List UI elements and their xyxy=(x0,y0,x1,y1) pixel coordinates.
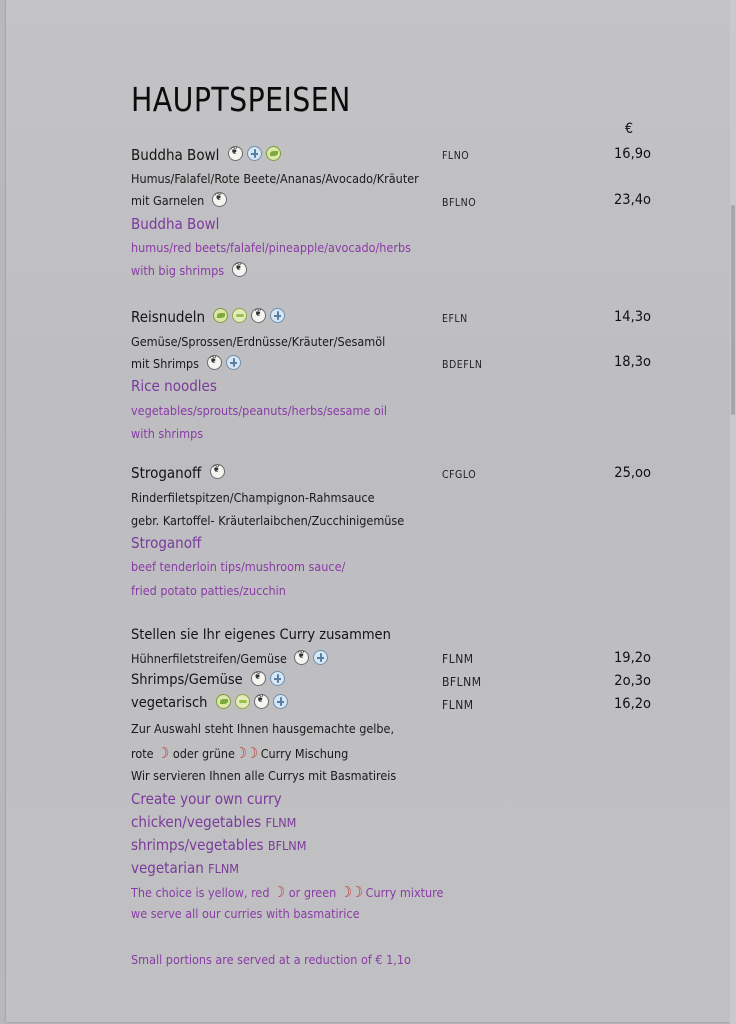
text-fragment: or green xyxy=(288,885,337,900)
dish-name: Reisnudeln xyxy=(131,308,206,326)
lactose-free-icon xyxy=(270,671,285,686)
price: 16,9o xyxy=(613,146,651,162)
dish-description: Humus/Falafel/Rote Beete/Ananas/Avocado/Kräuter xyxy=(131,171,419,186)
dish-description: gebr. Kartoffel- Kräuterlaibchen/Zucchinigemüse xyxy=(131,513,405,528)
allergen-icons xyxy=(207,355,241,370)
dish-variant xyxy=(131,193,227,209)
allergen-code: BFLNM xyxy=(267,838,307,853)
allergen-code: FLNO xyxy=(442,150,470,162)
dish-buddha-bowl xyxy=(131,146,281,164)
dish-variant xyxy=(131,356,241,372)
gluten-icon xyxy=(251,671,266,686)
text-fragment: Curry mixture xyxy=(365,885,444,900)
dish-description-en: humus/red beets/falafel/pineapple/avocado/herbs xyxy=(131,240,411,255)
lactose-free-icon xyxy=(273,694,288,709)
dish-description-en: with shrimps xyxy=(131,426,204,441)
footnote: Small portions are served at a reduction of € 1,1o xyxy=(131,952,411,967)
lactose-free-icon xyxy=(270,308,285,323)
dish-name-en: Stroganoff xyxy=(131,534,202,552)
gluten-icon xyxy=(254,694,269,709)
menu-page xyxy=(6,0,730,1022)
curry-description-en: we serve all our curries with basmatirice xyxy=(131,906,360,921)
dish-description-en: vegetables/sprouts/peanuts/herbs/sesame oil xyxy=(131,403,388,418)
allergen-code: CFGLO xyxy=(442,469,477,481)
price: 19,2o xyxy=(613,650,651,666)
allergen-code: FLNM xyxy=(442,652,474,666)
vegan-icon xyxy=(216,694,231,709)
curry-description: Wir servieren Ihnen alle Currys mit Basmatireis xyxy=(131,768,397,783)
dish-reisnudeln xyxy=(131,308,285,326)
scrollbar-thumb[interactable] xyxy=(731,205,735,415)
curry-option-chicken xyxy=(131,651,328,667)
option-label: Shrimps/Gemüse xyxy=(131,672,243,688)
allergen-code: EFLN xyxy=(442,313,468,325)
dish-description-en: fried potato patties/zucchin xyxy=(131,583,286,598)
curry-heading: Stellen sie Ihr eigenes Curry zusammen xyxy=(131,627,391,643)
price: 14,3o xyxy=(613,309,651,325)
curry-description: Zur Auswahl steht Ihnen hausgemachte gelbe, xyxy=(131,721,395,736)
dish-description: Rinderfiletspitzen/Champignon-Rahmsauce xyxy=(131,490,375,505)
gluten-icon xyxy=(251,308,266,323)
curry-description-en xyxy=(131,883,443,901)
dish-description-en xyxy=(131,263,247,279)
option-label-en: shrimps/vegetables xyxy=(131,836,264,854)
vegetarian-icon xyxy=(235,694,250,709)
allergen-icons xyxy=(216,694,288,709)
text-fragment: The choice is yellow, red xyxy=(131,885,270,900)
dish-name-en: Rice noodles xyxy=(131,377,217,395)
allergen-code: BFLNO xyxy=(442,197,477,209)
dish-stroganoff xyxy=(131,464,225,482)
option-label-en: vegetarian xyxy=(131,859,204,877)
text-fragment: rote xyxy=(131,746,154,761)
gluten-icon xyxy=(232,262,247,277)
allergen-icons xyxy=(210,464,225,479)
chili-icon: ☽ xyxy=(157,744,170,762)
allergen-icons xyxy=(213,308,285,323)
curry-option-en xyxy=(131,859,239,877)
price: 18,3o xyxy=(613,354,651,370)
vegan-icon xyxy=(213,308,228,323)
gluten-icon xyxy=(210,464,225,479)
allergen-icons xyxy=(232,262,247,277)
dish-description-en: beef tenderloin tips/mushroom sauce/ xyxy=(131,559,346,574)
page-title: HAUPTSPEISEN xyxy=(131,80,351,119)
curry-description xyxy=(131,744,348,762)
text-fragment: oder grüne xyxy=(172,746,235,761)
curry-option-en xyxy=(131,836,306,854)
allergen-icons xyxy=(212,192,227,207)
currency-symbol: € xyxy=(625,121,634,137)
text-fragment: Curry Mischung xyxy=(260,746,349,761)
scrollbar[interactable] xyxy=(730,0,736,1024)
curry-option-vegetarian xyxy=(131,695,288,711)
curry-title-en: Create your own curry xyxy=(131,790,282,808)
curry-option-shrimps xyxy=(131,672,285,688)
allergen-code: FLNM xyxy=(208,861,239,876)
vegan-icon xyxy=(266,146,281,161)
variant-label-en: with big shrimps xyxy=(131,263,225,278)
price: 2o,3o xyxy=(614,673,651,689)
allergen-code: FLNM xyxy=(265,815,297,830)
lactose-free-icon xyxy=(226,355,241,370)
double-chili-icon: ☽☽ xyxy=(339,883,363,901)
option-label: vegetarisch xyxy=(131,695,208,711)
allergen-code: BFLNM xyxy=(442,675,482,689)
gluten-icon xyxy=(228,146,243,161)
allergen-code: FLNM xyxy=(442,698,474,712)
allergen-code: BDEFLN xyxy=(442,359,483,371)
lactose-free-icon xyxy=(247,146,262,161)
price: 16,2o xyxy=(613,696,651,712)
vegetarian-icon xyxy=(232,308,247,323)
double-chili-icon: ☽☽ xyxy=(234,744,258,762)
allergen-icons xyxy=(228,146,281,161)
allergen-icons xyxy=(251,671,285,686)
chili-icon: ☽ xyxy=(273,883,286,901)
lactose-free-icon xyxy=(313,650,328,665)
curry-option-en xyxy=(131,813,296,831)
gluten-icon xyxy=(294,650,309,665)
gluten-icon xyxy=(212,192,227,207)
dish-name: Stroganoff xyxy=(131,464,202,482)
dish-description: Gemüse/Sprossen/Erdnüsse/Kräuter/Sesamöl xyxy=(131,334,386,349)
option-label: Hühnerfiletstreifen/Gemüse xyxy=(131,651,287,666)
option-label-en: chicken/vegetables xyxy=(131,813,262,831)
price: 23,4o xyxy=(613,192,651,208)
allergen-icons xyxy=(294,650,328,665)
dish-name: Buddha Bowl xyxy=(131,146,220,164)
variant-label: mit Garnelen xyxy=(131,193,205,208)
gluten-icon xyxy=(207,355,222,370)
price: 25,oo xyxy=(614,465,651,481)
dish-name-en: Buddha Bowl xyxy=(131,215,220,233)
variant-label: mit Shrimps xyxy=(131,356,200,371)
